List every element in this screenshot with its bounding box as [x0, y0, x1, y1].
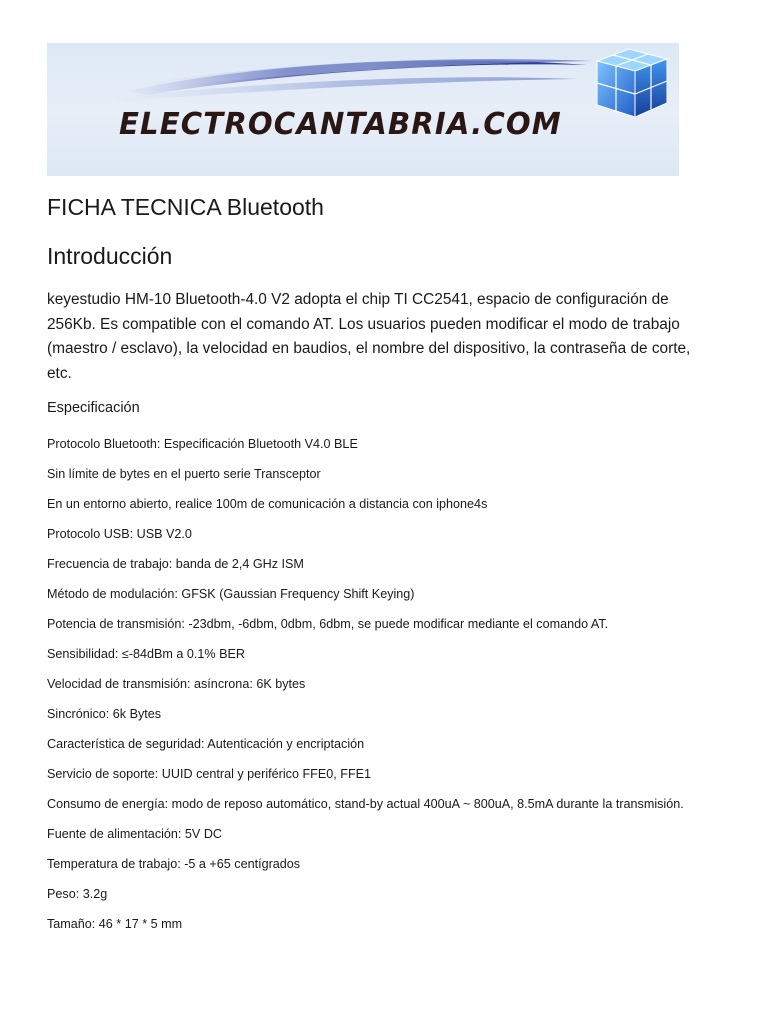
- site-banner: [47, 43, 679, 176]
- spec-item: Sensibilidad: ≤-84dBm a 0.1% BER: [47, 647, 246, 661]
- intro-paragraph: keyestudio HM-10 Bluetooth-4.0 V2 adopta el chip TI CC2541, espacio de configuración de 256Kb. Es compatible con el comando AT. Los usuarios pueden modificar el modo de trabajo (maestro / esclavo), la velocidad en baudios, el nombre del dispositivo, la contraseña de corte, etc.: [47, 291, 691, 382]
- spec-item: Consumo de energía: modo de reposo automático, stand-by actual 400uA ~ 800uA, 8.5mA durante la transmisión.: [47, 797, 684, 811]
- spec-item: Método de modulación: GFSK (Gaussian Frequency Shift Keying): [47, 587, 415, 601]
- spec-list: [47, 435, 719, 945]
- spec-item: Temperatura de trabajo: -5 a +65 centígrados: [47, 857, 301, 871]
- site-logo-text: ELECTROCANTABRIA.COM: [119, 107, 562, 142]
- spec-item: Servicio de soporte: UUID central y periférico FFE0, FFE1: [47, 767, 372, 781]
- spec-item: Velocidad de transmisión: asíncrona: 6K bytes: [47, 677, 306, 691]
- spec-item: Protocolo Bluetooth: Especificación Bluetooth V4.0 BLE: [47, 437, 358, 451]
- spec-item: Fuente de alimentación: 5V DC: [47, 827, 223, 841]
- spec-item: Potencia de transmisión: -23dbm, -6dbm, 0dbm, 6dbm, se puede modificar mediante el comando AT.: [47, 617, 609, 631]
- spec-item: Sin límite de bytes en el puerto serie Transceptor: [47, 467, 321, 481]
- page-title: FICHA TECNICA Bluetooth: [47, 194, 324, 220]
- cube-logo-icon: [583, 45, 677, 121]
- spec-item: Protocolo USB: USB V2.0: [47, 527, 192, 541]
- spec-item: Sincrónico: 6k Bytes: [47, 707, 162, 721]
- section-heading-intro: Introducción: [47, 243, 173, 269]
- spec-item: Característica de seguridad: Autenticación y encriptación: [47, 737, 365, 751]
- spec-heading: Especificación: [47, 400, 140, 416]
- spec-item: En un entorno abierto, realice 100m de comunicación a distancia con iphone4s: [47, 497, 488, 511]
- spec-item: Peso: 3.2g: [47, 887, 108, 901]
- spec-item: Frecuencia de trabajo: banda de 2,4 GHz ISM: [47, 557, 304, 571]
- spec-item: Tamaño: 46 * 17 * 5 mm: [47, 917, 183, 931]
